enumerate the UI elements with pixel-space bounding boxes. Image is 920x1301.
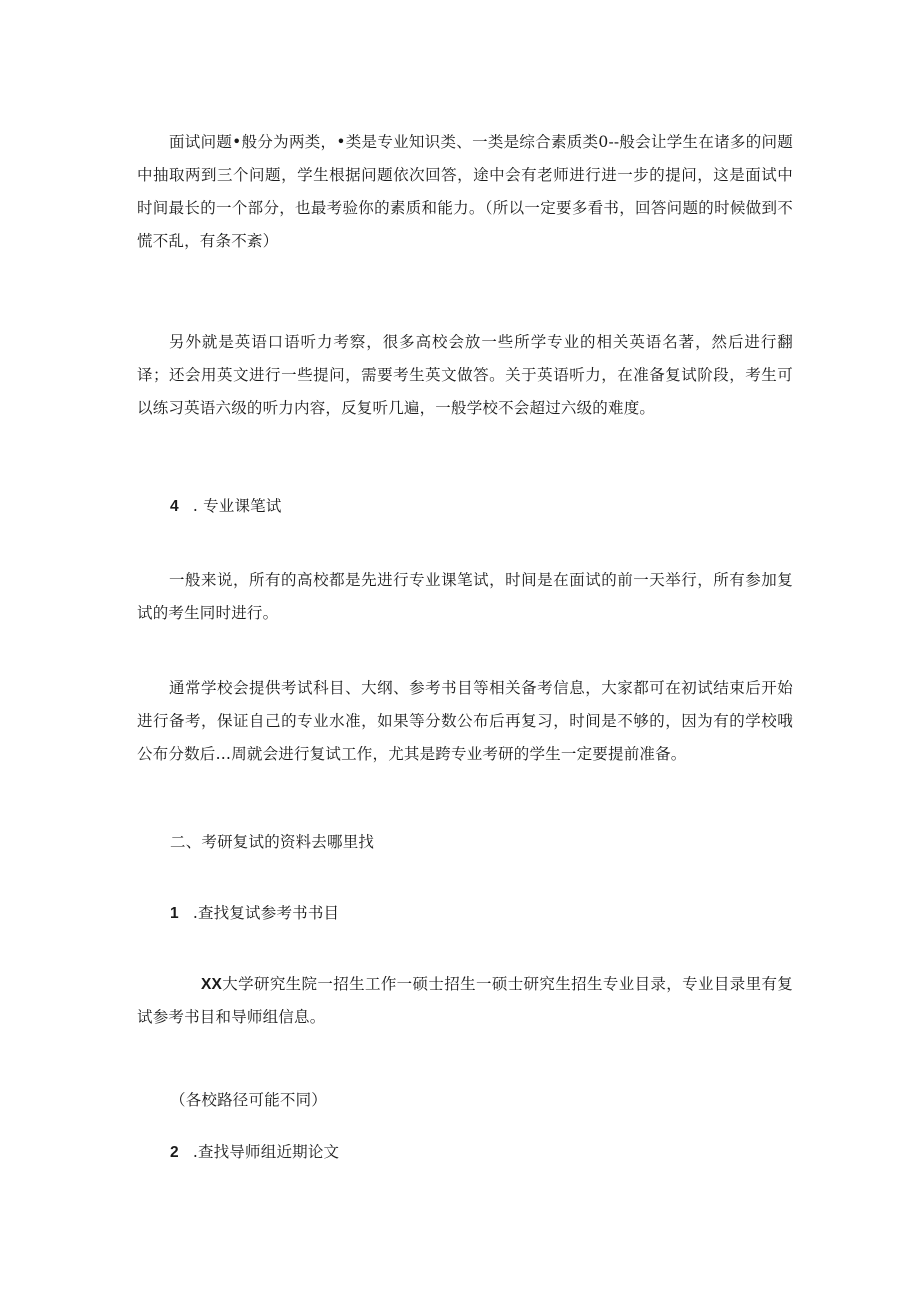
heading-number: 1 — [170, 905, 179, 922]
heading-professional-written-test — [170, 490, 282, 523]
paragraph-exam-preparation: 通常学校会提供考试科目、大纲、参考书目等相关备考信息，大家都可在初试结束后开始进行备考，保证自己的专业水准，如果等分数公布后再复习，时间是不够的，因为有的学校哦公布分数后…周就会进行复试工作，尤其是跨专业考研的学生一定要提前准备。 — [137, 679, 793, 763]
heading-text: .查找复试参考书书目 — [192, 904, 340, 922]
placeholder-university: XX — [201, 976, 223, 993]
heading-text: .查找导师组近期论文 — [192, 1143, 340, 1161]
paragraph-graduate-school-path — [137, 968, 793, 1034]
heading-find-reference-books — [170, 897, 339, 930]
paragraph-interview-questions: 面试问题•般分为两类，•类是专业知识类、一类是综合素质类0--般会让学生在诸多的问题中抽取两到三个问题，学生根据问题依次回答，途中会有老师进行进一步的提问，这是面试中时间最长的一个部分，也最考验你的素质和能力。（所以一定要多看书，回答问题的时候做到不慌不乱，有条不紊） — [137, 133, 793, 250]
section-heading-materials: 二、考研复试的资料去哪里找 — [170, 833, 375, 851]
heading-find-advisor-papers — [170, 1136, 339, 1169]
heading-number: 2 — [170, 1144, 179, 1161]
heading-number: 4 — [170, 498, 179, 515]
paragraph-written-test-timing: 一般来说，所有的高校都是先进行专业课笔试，时间是在面试的前一天举行，所有参加复试的考生同时进行。 — [137, 571, 793, 622]
path-text: 大学研究生院一招生工作一硕士招生一硕士研究生招生专业目录，专业目录里有复试参考书目和导师组信息。 — [137, 975, 793, 1026]
note-paths-may-differ: （各校路径可能不同） — [170, 1091, 328, 1109]
heading-text: . 专业课笔试 — [192, 497, 282, 515]
paragraph-english-listening: 另外就是英语口语听力考察，很多高校会放一些所学专业的相关英语名著，然后进行翻译；还会用英文进行一些提问，需要考生英文做答。关于英语听力，在准备复试阶段，考生可以练习英语六级的听力内容，反复听几遍，一般学校不会超过六级的难度。 — [137, 333, 793, 417]
